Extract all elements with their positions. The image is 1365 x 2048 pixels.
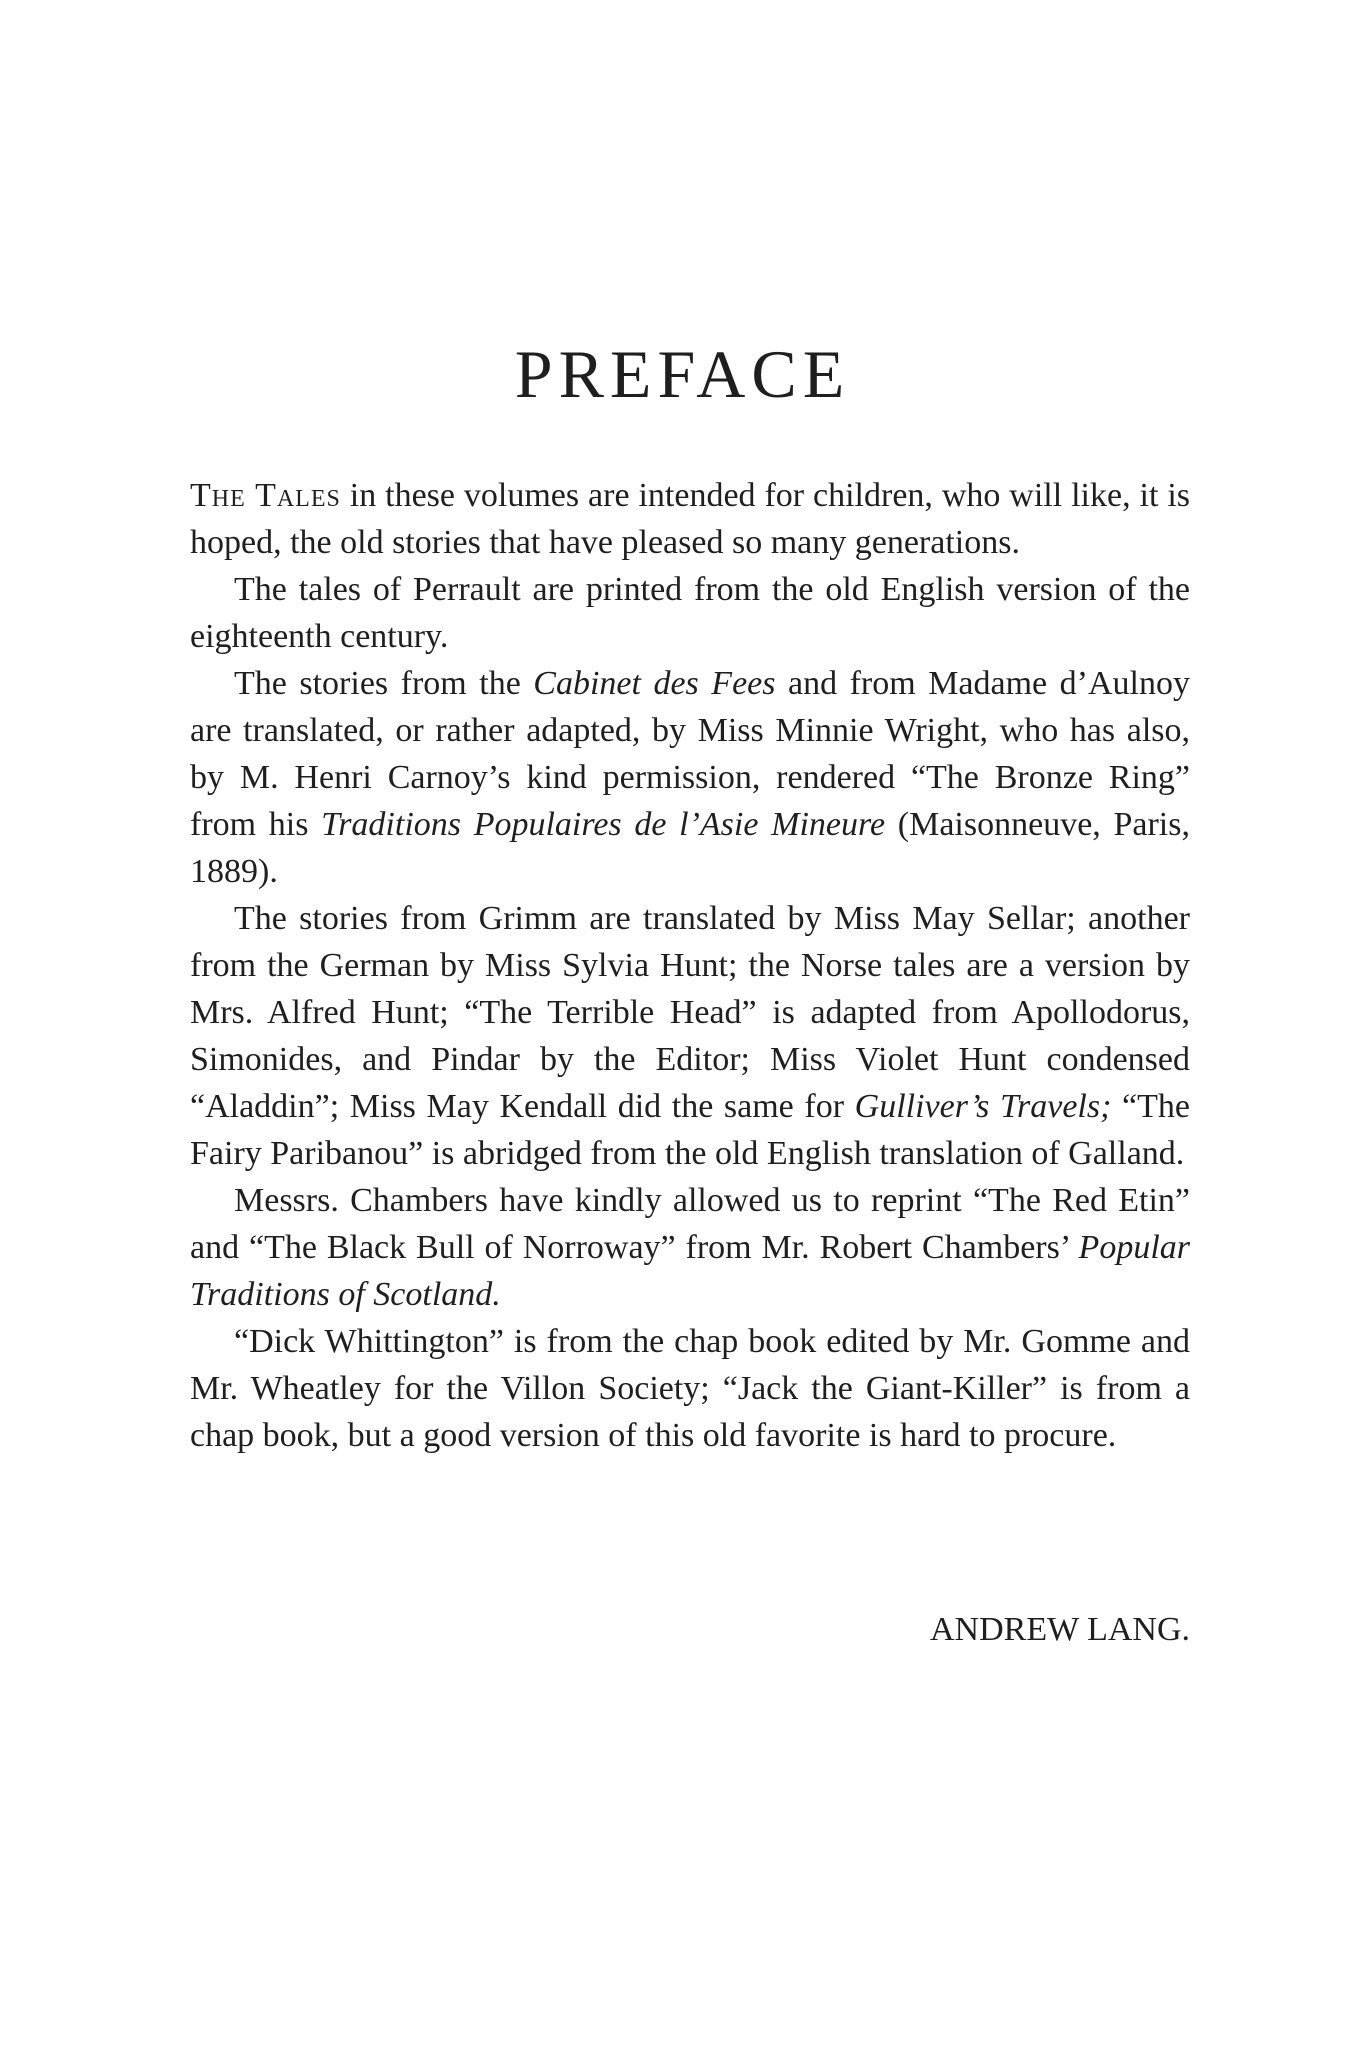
paragraph-5-italic-1: Popular Traditions of Scotland. (190, 1229, 1190, 1313)
paragraph-5 (190, 1177, 1190, 1318)
paragraph-4-text-1: The stories from Grimm are translated by Miss May Sellar; another from the German by Miss Sylvia Hunt; the Norse tales are a version by Mrs. Alfred Hunt; “The Terrible Head” is adapted from Apollodorus, Simonides, and Pindar by the Editor; Miss Violet Hunt condensed “Aladdin”; Miss May Kendall did the same for (190, 900, 1190, 1125)
paragraph-6-text: “Dick Whittington” is from the chap book edited by Mr. Gomme and Mr. Wheatley for the Villon Society; “Jack the Giant-Killer” is from a chap book, but a good version of this old favorite is hard to procure. (190, 1323, 1190, 1454)
preface-body (190, 472, 1190, 1459)
page-title: PREFACE (514, 336, 851, 412)
paragraph-1-lead: The Tales (190, 477, 341, 514)
paragraph-3 (190, 660, 1190, 895)
paragraph-3-text-2: and from Madame d’Aulnoy are translated, or rather adapted, by Miss Minnie Wright, who has also, by M. Henri Carnoy’s kind permission, rendered “The Bronze Ring” from his (190, 665, 1190, 843)
paragraph-5-text-1: Messrs. Chambers have kindly allowed us to reprint “The Red Etin” and “The Black Bull of Norroway” from Mr. Robert Chambers’ (190, 1182, 1190, 1266)
paragraph-2 (190, 566, 1190, 660)
paragraph-1 (190, 472, 1190, 566)
paragraph-4-italic-1: Gulliver’s Travels; (854, 1088, 1112, 1125)
paragraph-2-text: The tales of Perrault are printed from the old English version of the eighteenth century. (190, 571, 1190, 655)
paragraph-3-text-1: The stories from the (234, 665, 534, 702)
paragraph-6 (190, 1318, 1190, 1459)
paragraph-3-text-3: (Maisonneuve, Paris, 1889). (190, 806, 1190, 890)
author-signature: ANDREW LANG. (929, 1611, 1190, 1648)
paragraph-3-italic-2: Traditions Populaires de l’Asie Mineure (321, 806, 886, 843)
paragraph-3-italic-1: Cabinet des Fees (533, 665, 776, 702)
paragraph-4 (190, 895, 1190, 1177)
paragraph-1-text: in these volumes are intended for children, who will like, it is hoped, the old stories that have pleased so many generations. (190, 477, 1191, 561)
paragraph-4-text-2: “The Fairy Paribanou” is abridged from the old English translation of Galland. (190, 1088, 1190, 1172)
